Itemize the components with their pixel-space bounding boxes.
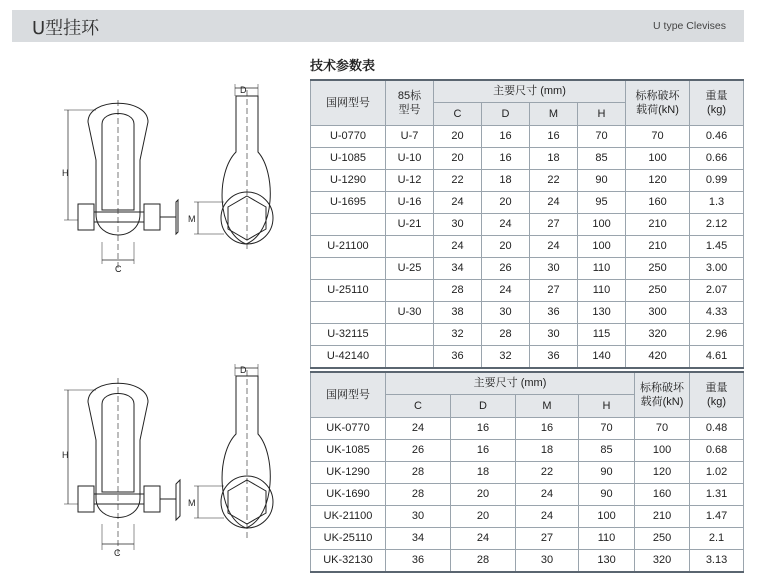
cell-h: 140 [578, 345, 626, 368]
cell-d: 20 [451, 505, 516, 527]
cell-h: 100 [578, 235, 626, 257]
page-header [12, 10, 744, 42]
spec-table-u [310, 79, 744, 369]
page-title: U型挂环 [32, 18, 100, 39]
cell-h: 130 [578, 301, 626, 323]
cell-h: 115 [578, 323, 626, 345]
dim-label-m: M [188, 498, 196, 508]
cell-m: 27 [530, 213, 578, 235]
cell-model: UK-21100 [311, 505, 386, 527]
cell-m: 30 [530, 257, 578, 279]
col-header-std85: 85标 型号 [386, 80, 434, 125]
cell-std: U-10 [386, 147, 434, 169]
cell-load: 100 [626, 147, 690, 169]
cell-m: 36 [530, 345, 578, 368]
cell-weight: 1.02 [690, 461, 744, 483]
table-row [311, 169, 744, 191]
cell-d: 28 [482, 323, 530, 345]
cell-model: U-42140 [311, 345, 386, 368]
col-header-d: D [451, 394, 516, 417]
cell-c: 20 [434, 125, 482, 147]
cell-d: 18 [482, 169, 530, 191]
cell-weight: 3.13 [690, 549, 744, 572]
cell-std: U-7 [386, 125, 434, 147]
table-row [311, 147, 744, 169]
col-header-h: H [578, 102, 626, 125]
cell-weight: 1.31 [690, 483, 744, 505]
cell-d: 28 [451, 549, 516, 572]
page-subtitle: U type Clevises [653, 20, 726, 32]
cell-m: 16 [516, 417, 579, 439]
cell-c: 38 [434, 301, 482, 323]
cell-std [386, 235, 434, 257]
col-header-c: C [386, 394, 451, 417]
cell-weight: 2.1 [690, 527, 744, 549]
cell-model: UK-25110 [311, 527, 386, 549]
cell-d: 30 [482, 301, 530, 323]
cell-d: 18 [451, 461, 516, 483]
cell-d: 20 [482, 191, 530, 213]
cell-model: UK-1690 [311, 483, 386, 505]
table-row [311, 527, 744, 549]
cell-h: 70 [579, 417, 635, 439]
cell-model: U-0770 [311, 125, 386, 147]
table-row [311, 549, 744, 572]
cell-c: 30 [386, 505, 451, 527]
table-row [311, 235, 744, 257]
table-row [311, 125, 744, 147]
cell-c: 28 [386, 461, 451, 483]
section-title: 技术参数表 [310, 59, 376, 74]
table-row [311, 257, 744, 279]
cell-c: 36 [434, 345, 482, 368]
col-header-main-dims: 主要尺寸 (mm) [386, 372, 635, 394]
cell-d: 16 [451, 439, 516, 461]
cell-weight: 0.99 [690, 169, 744, 191]
cell-h: 90 [578, 169, 626, 191]
cell-h: 85 [579, 439, 635, 461]
dim-label-d: D [240, 85, 247, 95]
cell-c: 32 [434, 323, 482, 345]
cell-model: UK-32130 [311, 549, 386, 572]
cell-std [386, 323, 434, 345]
col-header-model: 国网型号 [311, 372, 386, 417]
cell-load: 250 [635, 527, 690, 549]
cell-load: 300 [626, 301, 690, 323]
cell-load: 210 [626, 213, 690, 235]
col-header-model: 国网型号 [311, 80, 386, 125]
cell-load: 160 [635, 483, 690, 505]
cell-model: U-1695 [311, 191, 386, 213]
cell-h: 130 [579, 549, 635, 572]
cell-m: 36 [530, 301, 578, 323]
cell-std: U-16 [386, 191, 434, 213]
cell-m: 30 [530, 323, 578, 345]
uk-clevis-side-drawing-2 [180, 362, 280, 547]
cell-d: 20 [482, 235, 530, 257]
cell-d: 16 [482, 125, 530, 147]
cell-m: 27 [530, 279, 578, 301]
cell-model [311, 213, 386, 235]
cell-model [311, 257, 386, 279]
cell-weight: 1.45 [690, 235, 744, 257]
cell-std [386, 345, 434, 368]
cell-c: 24 [434, 191, 482, 213]
cell-c: 24 [386, 417, 451, 439]
cell-c: 26 [386, 439, 451, 461]
cell-m: 16 [530, 125, 578, 147]
cell-d: 16 [451, 417, 516, 439]
cell-h: 110 [579, 527, 635, 549]
cell-model [311, 301, 386, 323]
cell-load: 160 [626, 191, 690, 213]
cell-weight: 0.48 [690, 417, 744, 439]
table-row [311, 483, 744, 505]
table-row [311, 191, 744, 213]
table-row [311, 301, 744, 323]
col-header-h: H [579, 394, 635, 417]
cell-model: U-1085 [311, 147, 386, 169]
dim-label-h: H [62, 168, 69, 178]
cell-d: 32 [482, 345, 530, 368]
cell-std [386, 279, 434, 301]
dim-label-h: H [62, 450, 69, 460]
cell-weight: 2.96 [690, 323, 744, 345]
cell-c: 34 [434, 257, 482, 279]
cell-m: 24 [516, 505, 579, 527]
cell-m: 30 [516, 549, 579, 572]
cell-h: 110 [578, 279, 626, 301]
cell-c: 34 [386, 527, 451, 549]
cell-h: 110 [578, 257, 626, 279]
cell-d: 24 [451, 527, 516, 549]
table-row [311, 279, 744, 301]
cell-weight: 0.68 [690, 439, 744, 461]
col-header-load: 标称破坏 载荷(kN) [626, 80, 690, 125]
cell-m: 24 [530, 235, 578, 257]
cell-h: 100 [578, 213, 626, 235]
cell-h: 90 [579, 461, 635, 483]
col-header-weight: 重量 (kg) [690, 80, 744, 125]
cell-model: U-21100 [311, 235, 386, 257]
cell-load: 120 [626, 169, 690, 191]
cell-std: U-21 [386, 213, 434, 235]
cell-model: UK-0770 [311, 417, 386, 439]
cell-load: 120 [635, 461, 690, 483]
cell-m: 27 [516, 527, 579, 549]
table-row [311, 505, 744, 527]
cell-h: 100 [579, 505, 635, 527]
cell-weight: 4.33 [690, 301, 744, 323]
cell-std: U-12 [386, 169, 434, 191]
cell-d: 24 [482, 279, 530, 301]
col-header-m: M [530, 102, 578, 125]
col-header-m: M [516, 394, 579, 417]
cell-d: 16 [482, 147, 530, 169]
cell-h: 70 [578, 125, 626, 147]
col-header-main-dims: 主要尺寸 (mm) [434, 80, 626, 102]
cell-std: U-30 [386, 301, 434, 323]
cell-c: 28 [434, 279, 482, 301]
table-row [311, 417, 744, 439]
cell-d: 26 [482, 257, 530, 279]
dim-label-c: C [114, 548, 121, 558]
cell-c: 20 [434, 147, 482, 169]
cell-load: 70 [635, 417, 690, 439]
table-row [311, 439, 744, 461]
cell-m: 18 [530, 147, 578, 169]
cell-weight: 2.07 [690, 279, 744, 301]
table-row [311, 213, 744, 235]
col-header-c: C [434, 102, 482, 125]
col-header-load: 标称破坏 载荷(kN) [635, 372, 690, 417]
cell-model: U-32115 [311, 323, 386, 345]
col-header-weight: 重量 (kg) [690, 372, 744, 417]
cell-load: 210 [626, 235, 690, 257]
cell-load: 250 [626, 279, 690, 301]
cell-h: 95 [578, 191, 626, 213]
cell-weight: 0.66 [690, 147, 744, 169]
cell-weight: 3.00 [690, 257, 744, 279]
cell-load: 250 [626, 257, 690, 279]
cell-m: 24 [530, 191, 578, 213]
cell-load: 320 [626, 323, 690, 345]
spec-table-uk [310, 371, 744, 573]
table-row [311, 323, 744, 345]
cell-c: 30 [434, 213, 482, 235]
cell-c: 28 [386, 483, 451, 505]
cell-m: 18 [516, 439, 579, 461]
cell-m: 24 [516, 483, 579, 505]
cell-m: 22 [530, 169, 578, 191]
cell-model: U-25110 [311, 279, 386, 301]
dim-label-d: D [240, 365, 247, 375]
cell-d: 24 [482, 213, 530, 235]
cell-load: 210 [635, 505, 690, 527]
cell-weight: 1.3 [690, 191, 744, 213]
cell-d: 20 [451, 483, 516, 505]
col-header-d: D [482, 102, 530, 125]
cell-weight: 1.47 [690, 505, 744, 527]
table-row [311, 461, 744, 483]
cell-c: 22 [434, 169, 482, 191]
cell-load: 420 [626, 345, 690, 368]
cell-model: U-1290 [311, 169, 386, 191]
cell-weight: 0.46 [690, 125, 744, 147]
cell-weight: 2.12 [690, 213, 744, 235]
dim-label-c: C [115, 264, 122, 274]
cell-load: 70 [626, 125, 690, 147]
cell-h: 85 [578, 147, 626, 169]
u-clevis-side-drawing-1 [180, 82, 280, 262]
cell-c: 36 [386, 549, 451, 572]
cell-load: 100 [635, 439, 690, 461]
cell-m: 22 [516, 461, 579, 483]
cell-std: U-25 [386, 257, 434, 279]
table-row [311, 345, 744, 368]
cell-model: UK-1290 [311, 461, 386, 483]
cell-h: 90 [579, 483, 635, 505]
cell-model: UK-1085 [311, 439, 386, 461]
cell-load: 320 [635, 549, 690, 572]
cell-weight: 4.61 [690, 345, 744, 368]
dim-label-m: M [188, 214, 196, 224]
cell-c: 24 [434, 235, 482, 257]
